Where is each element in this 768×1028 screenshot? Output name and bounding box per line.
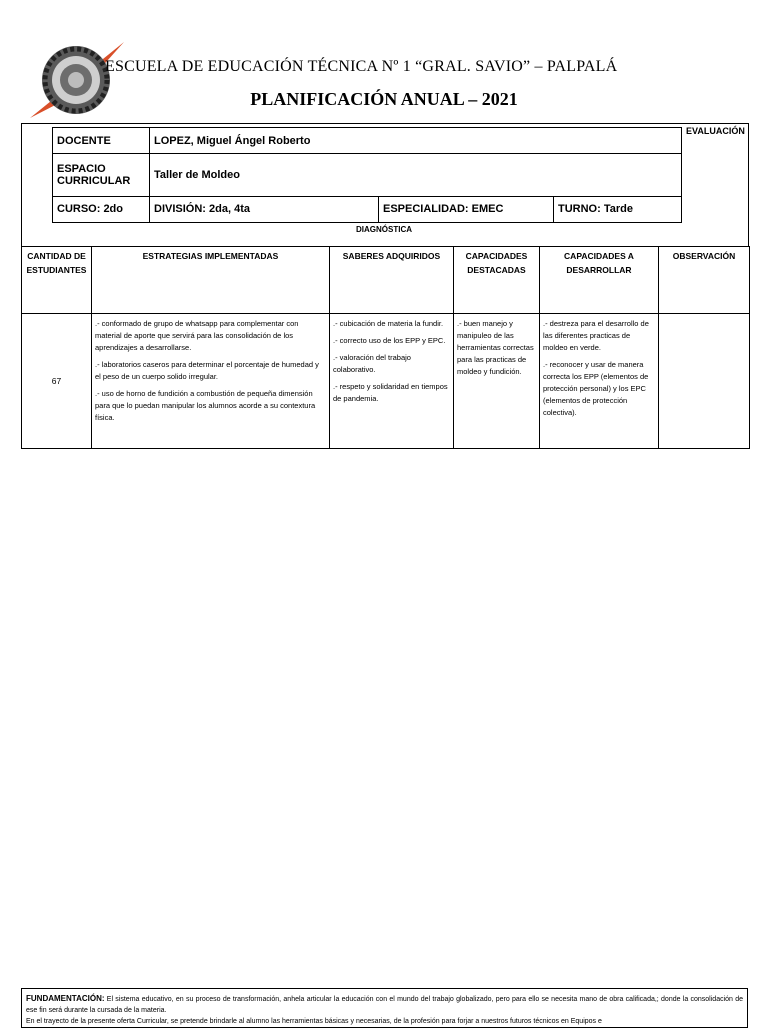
cantidad-cell: 67 (22, 314, 92, 449)
fundamentacion-text: El sistema educativo, en su proceso de transformación, anhela articular la educación con el mundo del trabajo globalizado, pero para ello se necesita mano de obra calificada,; donde la consolidación de ese fin será durante la cursada de la materia. (26, 996, 743, 1014)
desarrollar-cell (540, 314, 659, 449)
especialidad-field: ESPECIALIDAD: EMEC (379, 196, 554, 222)
docente-value: LOPEZ, Miguel Ángel Roberto (150, 128, 682, 154)
header-observacion: OBSERVACIÓN (659, 247, 750, 314)
evaluation-table (21, 246, 750, 449)
list-item: .- valoración del trabajo colaborativo. (333, 353, 411, 374)
saberes-cell (330, 314, 454, 449)
division-field: DIVISIÓN: 2da, 4ta (150, 196, 379, 222)
list-item: .- destreza para el desarrollo de las diferentes practicas de moldeo en verde. (543, 319, 649, 352)
espacio-value: Taller de Moldeo (150, 154, 682, 196)
list-item: .- uso de horno de fundición a combustión de pequeña dimensión para que lo puedan manipular los alumnos acorde a su contextura física. (95, 389, 316, 422)
diagnostica-label: DIAGNÓSTICA (356, 225, 412, 234)
header-destacadas: CAPACIDADES DESTACADAS (454, 247, 540, 314)
info-table (52, 127, 682, 223)
curso-field: CURSO: 2do (53, 196, 150, 222)
espacio-label: ESPACIO CURRICULAR (53, 154, 150, 196)
estrategias-cell (92, 314, 330, 449)
evaluacion-label: EVALUACIÓN (686, 126, 745, 136)
header-cantidad: CANTIDAD DE ESTUDIANTES (22, 247, 92, 314)
plan-title: PLANIFICACIÓN ANUAL – 2021 (250, 89, 518, 109)
turno-field: TURNO: Tarde (554, 196, 682, 222)
docente-label: DOCENTE (53, 128, 150, 154)
list-item: .- correcto uso de los EPP y EPC. (333, 336, 446, 345)
header-saberes: SABERES ADQUIRIDOS (330, 247, 454, 314)
fundamentacion-label: FUNDAMENTACIÓN: (26, 994, 105, 1003)
list-item: .- laboratorios caseros para determinar el porcentaje de humedad y el peso de un cuerpo solido irregular. (95, 360, 319, 381)
list-item: .- reconocer y usar de manera correcta los EPP (elementos de protección personal) y los EPC (elementos de protección colectiva). (543, 360, 649, 417)
fundamentacion-text-2: En el trayecto de la presente oferta Curricular, se pretende brindarle al alumno las herramientas básicas y necesarias, de la profesión para forjar a nuestros futuros técnicos en Equipos e (26, 1018, 602, 1025)
list-item: .- conformado de grupo de whatsapp para complementar con material de aporte que servirá para las consolidación de los aprendizajes a desarrollarse. (95, 319, 299, 352)
school-name: ESCUELA DE EDUCACIÓN TÉCNICA Nº 1 “GRAL. SAVIO” – PALPALÁ (105, 58, 618, 75)
header-estrategias: ESTRATEGIAS IMPLEMENTADAS (92, 247, 330, 314)
table-row (22, 314, 750, 449)
destacadas-cell: .- buen manejo y manipuleo de las herramientas correctas para las practicas de moldeo y fundición. (454, 314, 540, 449)
header-desarrollar: CAPACIDADES A DESARROLLAR (540, 247, 659, 314)
list-item: .- respeto y solidaridad en tiempos de pandemia. (333, 382, 448, 403)
observacion-cell (659, 314, 750, 449)
list-item: .- cubicación de materia la fundir. (333, 319, 444, 328)
fundamentacion-box (21, 988, 748, 1028)
